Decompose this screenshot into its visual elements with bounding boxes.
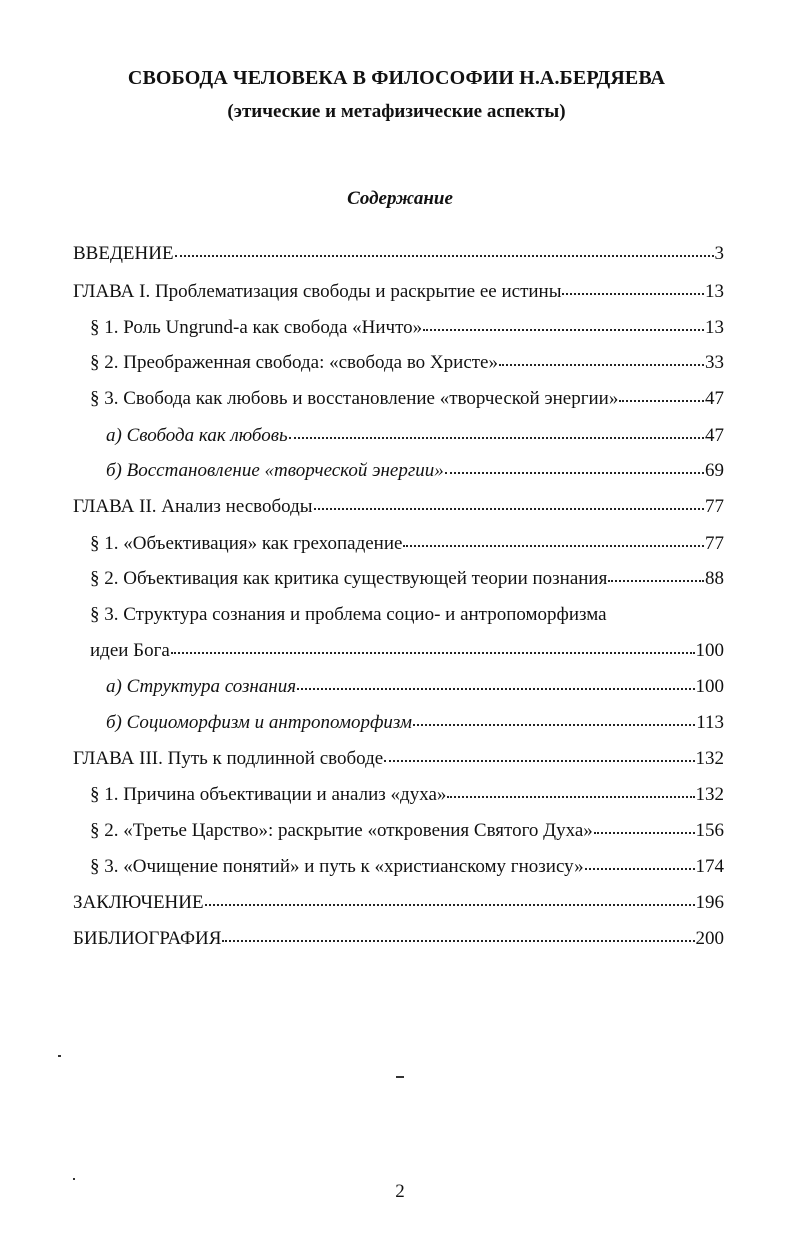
dot-leader bbox=[562, 293, 704, 295]
dot-leader bbox=[403, 545, 704, 547]
toc-entry bbox=[90, 819, 724, 843]
scan-speck bbox=[73, 1178, 75, 1180]
toc-entry-label: б) Социоморфизм и антропоморфизм bbox=[106, 712, 412, 733]
dot-leader bbox=[297, 688, 694, 690]
toc-entry-page: 77 bbox=[705, 533, 724, 554]
toc-entry-page: 47 bbox=[705, 388, 724, 409]
toc-entry-label: б) Восстановление «творческой энергии» bbox=[106, 460, 444, 481]
dot-leader bbox=[384, 760, 694, 762]
toc-entry-page: 88 bbox=[705, 568, 724, 589]
toc-entry-page: 33 bbox=[705, 352, 724, 373]
toc-entry-label: § 3. «Очищение понятий» и путь к «христианскому гнозису» bbox=[90, 856, 584, 877]
toc-entry-label: ГЛАВА II. Анализ несвободы bbox=[73, 496, 313, 517]
toc-entry-page: 69 bbox=[705, 460, 724, 481]
toc-entry-page: 77 bbox=[705, 496, 724, 517]
toc-entry-label: ГЛАВА I. Проблематизация свободы и раскрытие ее истины bbox=[73, 281, 562, 302]
toc-entry-label: ВВЕДЕНИЕ bbox=[73, 243, 174, 264]
scan-speck bbox=[396, 1076, 404, 1078]
toc-entry bbox=[90, 532, 724, 556]
toc-entry-label: БИБЛИОГРАФИЯ bbox=[73, 928, 222, 949]
toc-entry bbox=[90, 783, 724, 807]
toc-entry bbox=[90, 639, 724, 663]
toc-entry-page: 156 bbox=[695, 820, 724, 841]
toc-entry bbox=[106, 459, 724, 483]
document-title: СВОБОДА ЧЕЛОВЕКА В ФИЛОСОФИИ Н.А.БЕРДЯЕВА bbox=[127, 67, 666, 89]
toc-entry-label: ЗАКЛЮЧЕНИЕ bbox=[73, 892, 204, 913]
toc-entry-label: § 3. Свобода как любовь и восстановление «творческой энергии» bbox=[90, 388, 619, 409]
toc-entry bbox=[73, 495, 724, 519]
toc-entry-page: 132 bbox=[695, 784, 724, 805]
dot-leader bbox=[171, 652, 695, 654]
document-subtitle: (этические и метафизические аспекты) bbox=[227, 101, 566, 122]
toc-entry-label: а) Свобода как любовь bbox=[106, 425, 288, 446]
toc-entry-page: 47 bbox=[705, 425, 724, 446]
toc-entry-page: 196 bbox=[695, 892, 724, 913]
toc-entry-label: § 1. Причина объективации и анализ «духа» bbox=[90, 784, 447, 805]
toc-entry-label: § 1. «Объективация» как грехопадение bbox=[90, 533, 403, 554]
toc-entry-label: идеи Бога bbox=[90, 640, 170, 661]
dot-leader bbox=[205, 904, 695, 906]
scan-speck bbox=[58, 1055, 61, 1057]
page-number: 2 bbox=[395, 1181, 405, 1202]
toc-entry bbox=[73, 242, 724, 266]
toc-entry-page: 132 bbox=[695, 748, 724, 769]
toc-entry bbox=[90, 603, 724, 627]
toc-entry-page: 3 bbox=[714, 243, 724, 264]
dot-leader bbox=[314, 508, 704, 510]
toc-entry bbox=[106, 424, 724, 448]
dot-leader bbox=[499, 364, 704, 366]
toc-entry bbox=[73, 747, 724, 771]
toc-entry bbox=[90, 855, 724, 879]
toc-entry-page: 113 bbox=[696, 712, 724, 733]
dot-leader bbox=[447, 796, 694, 798]
dot-leader bbox=[413, 724, 695, 726]
toc-entry-label: § 2. «Третье Царство»: раскрытие «откровения Святого Духа» bbox=[90, 820, 593, 841]
toc-entry bbox=[106, 675, 724, 699]
toc-entry bbox=[90, 387, 724, 411]
contents-heading: Содержание bbox=[347, 188, 453, 209]
dot-leader bbox=[289, 437, 704, 439]
dot-leader bbox=[619, 400, 704, 402]
toc-entry-label: § 1. Роль Ungrund-а как свобода «Ничто» bbox=[90, 317, 423, 338]
dot-leader bbox=[222, 940, 694, 942]
toc-entry-page: 174 bbox=[695, 856, 724, 877]
toc-entry bbox=[73, 891, 724, 915]
toc-entry-label: § 2. Преображенная свобода: «свобода во Христе» bbox=[90, 352, 498, 373]
toc-entry-page: 13 bbox=[705, 317, 724, 338]
dot-leader bbox=[608, 580, 704, 582]
toc-entry-page: 200 bbox=[695, 928, 724, 949]
toc-entry bbox=[106, 711, 724, 735]
dot-leader bbox=[594, 832, 695, 834]
toc-entry bbox=[90, 567, 724, 591]
toc-entry-page: 100 bbox=[695, 640, 724, 661]
toc-entry bbox=[90, 316, 724, 340]
dot-leader bbox=[585, 868, 695, 870]
toc-entry-label: ГЛАВА III. Путь к подлинной свободе bbox=[73, 748, 384, 769]
toc-entry-label: § 3. Структура сознания и проблема социо- и антропоморфизма bbox=[90, 604, 607, 625]
toc-entry bbox=[73, 927, 724, 951]
toc-entry-label: § 2. Объективация как критика существующей теории познания bbox=[90, 568, 608, 589]
dot-leader bbox=[423, 329, 704, 331]
toc-entry-label: а) Структура сознания bbox=[106, 676, 297, 697]
toc-entry-page: 13 bbox=[705, 281, 724, 302]
toc-entry-page: 100 bbox=[695, 676, 724, 697]
toc-entry bbox=[73, 280, 724, 304]
dot-leader bbox=[175, 255, 714, 257]
toc-entry bbox=[90, 351, 724, 375]
dot-leader bbox=[445, 472, 704, 474]
